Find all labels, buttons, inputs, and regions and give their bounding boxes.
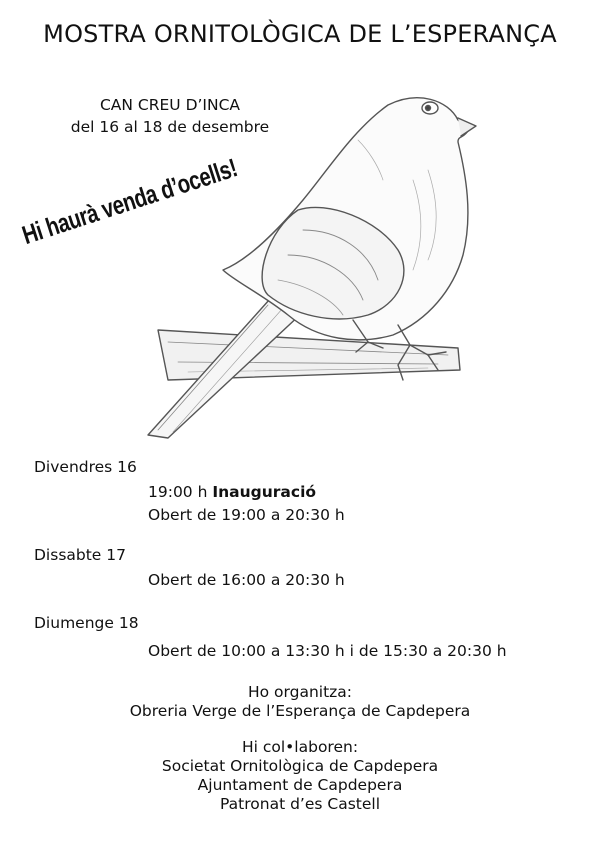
canary-bird-icon	[128, 80, 478, 445]
collaborator-name: Ajuntament de Capdepera	[197, 776, 403, 794]
schedule-line-sunday-hours: Obert de 10:00 a 13:30 h i de 15:30 a 20:30 h	[148, 642, 507, 660]
schedule-day-friday: Divendres 16	[34, 458, 137, 476]
schedule-line-opening	[148, 483, 316, 501]
venue-place: CAN CREU D’INCA	[99, 96, 241, 114]
schedule-line-friday-hours: Obert de 19:00 a 20:30 h	[148, 506, 345, 524]
opening-event: Inauguració	[212, 483, 317, 501]
bird-sale-banner: Hi haurà venda d’ocells!	[18, 152, 241, 251]
collaborators-block	[0, 738, 600, 814]
collaborator-name: Patronat d’es Castell	[220, 795, 380, 813]
venue-dates: del 16 al 18 de desembre	[70, 118, 270, 136]
opening-time: 19:00 h	[148, 483, 208, 501]
collaborators-label: Hi col•laboren:	[241, 738, 359, 756]
schedule-day-sunday: Diumenge 18	[34, 614, 139, 632]
collaborator-name: Societat Ornitològica de Capdepera	[161, 757, 439, 775]
schedule-line-saturday-hours: Obert de 16:00 a 20:30 h	[148, 571, 345, 589]
organizer-name: Obreria Verge de l’Esperança de Capdepera	[129, 702, 471, 720]
poster-title: MOSTRA ORNITOLÒGICA DE L’ESPERANÇA	[43, 20, 557, 48]
organizer-block	[0, 683, 600, 721]
schedule-day-saturday: Dissabte 17	[34, 546, 126, 564]
organizer-label: Ho organitza:	[247, 683, 353, 701]
